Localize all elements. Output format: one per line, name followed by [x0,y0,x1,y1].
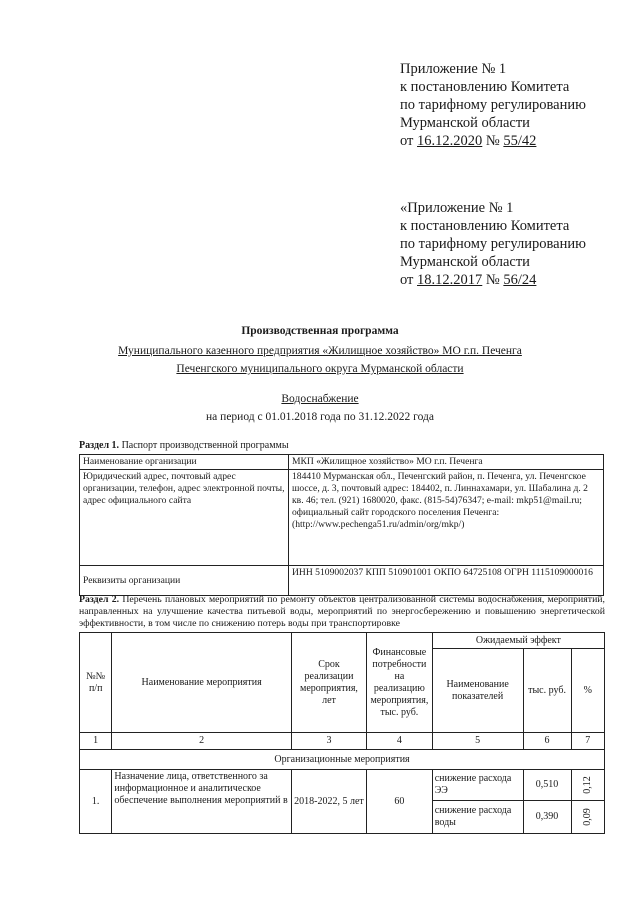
passport-key: Наименование организации [80,455,289,470]
col-number: 5 [432,733,523,750]
appendix-1-number: 55/42 [503,133,537,149]
effect-value: 0,390 [523,801,571,834]
header-thousand-rub: тыс. руб. [523,649,571,733]
col-number: 6 [523,733,571,750]
effect-percent: 0,12 [581,776,593,794]
header-effect: Ожидаемый эффект [432,633,604,649]
section-1-heading: Раздел 1. Паспорт производственной программы [79,440,289,451]
row-term: 2018-2022, 5 лет [291,770,366,834]
appendix-1-line2: к постановлению Комитета [400,79,570,95]
row-num: 1. [80,770,112,834]
organization-line-1: Муниципального казенного предприятия «Жилищное хозяйство» МО г.п. Печенга [118,345,522,357]
appendix-1-line1: Приложение № 1 [400,61,507,77]
appendix-2-date: 18.12.2017 [417,272,483,288]
col-number: 7 [571,733,604,750]
table-row [80,750,605,770]
appendix-1-line3: по тарифному регулированию [400,97,586,113]
service-title: Водоснабжение [281,393,359,405]
col-number: 4 [367,733,433,750]
table-row [80,733,605,750]
header-finance: Финансовые потребности на реализацию мероприятия, тыс. руб. [367,633,433,733]
effect-indicator: снижение расхода ЭЭ [432,770,523,801]
table-row [80,633,605,649]
row-name: Назначение лица, ответственного за информационное и аналитическое обеспечение выполнения мероприятий в [112,770,292,834]
passport-key: Юридический адрес, почтовый адрес организации, телефон, адрес электронной почты, адрес официального сайта [80,470,289,566]
period-line: на период с 01.01.2018 года по 31.12.2022 года [206,411,434,423]
appendix-1-date-line: от 16.12.2020 № 55/42 [400,133,537,149]
header-name: Наименование мероприятия [112,633,292,733]
header-num: №№ п/п [80,633,112,733]
appendix-2-line3: по тарифному регулированию [400,236,586,252]
appendix-2-line4: Мурманской области [400,254,530,270]
table-row [80,470,604,566]
header-indicator: Наименование показателей [432,649,523,733]
col-number: 1 [80,733,112,750]
table-row [80,770,605,801]
appendix-2-date-line: от 18.12.2017 № 56/24 [400,272,537,288]
appendix-2-block [400,199,630,289]
passport-value: 184410 Мурманская обл., Печенгский район, п. Печенга, ул. Печенгское шоссе, д. 3, почтовый адрес: 184402, п. Линнахамари, ул. Шабалина д. 2 кв. 46; тел. (921) 1680020, факс. (815-54)76347; e-mail: mkp51@mail.ru; официальный сайт городского поселения Печенга: (http://www.pechenga51.ru/admin/org/mkp/) [289,470,604,566]
passport-value: МКП «Жилищное хозяйство» МО г.п. Печенга [289,455,604,470]
appendix-2-number: 56/24 [503,272,537,288]
section-2-text: Раздел 2. Перечень плановых мероприятий по ремонту объектов централизованной системы водоснабжения, мероприятий, направленных на улучшение качества питьевой воды, мероприятий по энергосбережению и повышению энергетической эффективности, в том числе по снижению потерь воды при транспортировке [79,594,606,629]
passport-table [79,454,604,596]
effect-percent-cell [571,770,604,801]
effect-value: 0,510 [523,770,571,801]
appendix-2-line1: «Приложение № 1 [400,200,514,216]
organization-line-2: Печенгского муниципального округа Мурманской области [176,363,464,375]
appendix-2-line2: к постановлению Комитета [400,218,570,234]
header-percent: % [571,649,604,733]
col-number: 2 [112,733,292,750]
effect-indicator: снижение расхода воды [432,801,523,834]
appendix-1-date: 16.12.2020 [417,133,483,149]
measures-table [79,632,605,834]
appendix-1-block [400,60,630,150]
document-title: Производственная программа [241,325,399,337]
table-row [80,566,604,596]
appendix-1-line4: Мурманской области [400,115,530,131]
effect-percent-cell [571,801,604,834]
effect-percent: 0,09 [581,808,593,826]
col-number: 3 [291,733,366,750]
passport-value: ИНН 5109002037 КПП 510901001 ОКПО 64725108 ОГРН 1115109000016 [289,566,604,596]
table-row [80,455,604,470]
row-finance: 60 [367,770,433,834]
header-term: Срок реализации мероприятия, лет [291,633,366,733]
passport-key: Реквизиты организации [80,566,289,596]
group-title: Организационные мероприятия [80,750,605,770]
